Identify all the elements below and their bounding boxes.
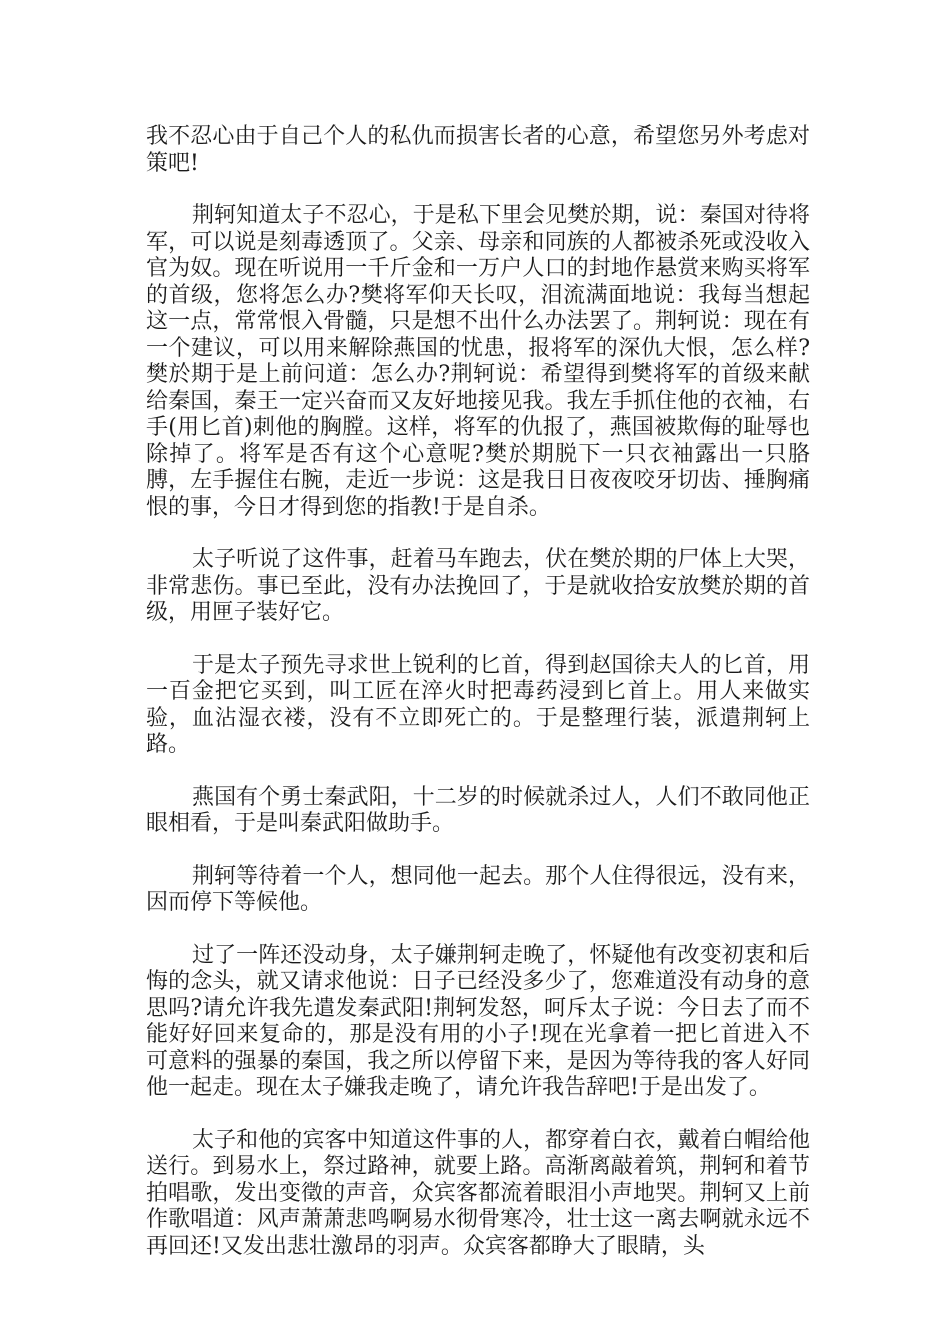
paragraph-3: 太子听说了这件事，赶着马车跑去，伏在樊於期的尸体上大哭，非常悲伤。事已至此，没有办法挽回了，于是就收拾安放樊於期的首级，用匣子装好它。 bbox=[146, 547, 810, 625]
paragraph-4: 于是太子预先寻求世上锐利的匕首，得到赵国徐夫人的匕首，用一百金把它买到，叫工匠在淬火时把毒药浸到匕首上。用人来做实验，血沾湿衣褛，没有不立即死亡的。于是整理行装，派遣荆轲上路。 bbox=[146, 652, 810, 757]
paragraph-8: 太子和他的宾客中知道这件事的人，都穿着白衣，戴着白帽给他送行。到易水上，祭过路神，就要上路。高渐离敲着筑，荆轲和着节拍唱歌，发出变徵的声音，众宾客都流着眼泪小声地哭。荆轲又上前作歌唱道：风声萧萧悲鸣啊易水彻骨寒冷，壮士这一离去啊就永远不再回还!又发出悲壮激昂的羽声。众宾客都睁大了眼睛，头 bbox=[146, 1127, 810, 1259]
paragraph-1: 我不忍心由于自己个人的私仇而损害长者的心意，希望您另外考虑对策吧! bbox=[146, 124, 810, 176]
paragraph-7: 过了一阵还没动身，太子嫌荆轲走晚了，怀疑他有改变初衷和后悔的念头，就又请求他说：日子已经没多少了，您难道没有动身的意思吗?请允许我先遣发秦武阳!荆轲发怒，呵斥太子说：今日去了而不能好好回来复命的，那是没有用的小子!现在光拿着一把匕首进入不可意料的强暴的秦国，我之所以停留下来，是因为等待我的客人好同他一起走。现在太子嫌我走晚了，请允许我告辞吧!于是出发了。 bbox=[146, 942, 810, 1100]
paragraph-2: 荆轲知道太子不忍心，于是私下里会见樊於期，说：秦国对待将军，可以说是刻毒透顶了。父亲、母亲和同族的人都被杀死或没收入官为奴。现在听说用一千斤金和一万户人口的封地作悬赏来购买将军的首级，您将怎么办?樊将军仰天长叹，泪流满面地说：我每当想起这一点，常常恨入骨髓，只是想不出什么办法罢了。荆轲说：现在有一个建议，可以用来解除燕国的忧患，报将军的深仇大恨，怎么样?樊於期于是上前问道：怎么办?荆轲说：希望得到樊将军的首级来献给秦国，秦王一定兴奋而又友好地接见我。我左手抓住他的衣袖，右手(用匕首)刺他的胸膛。这样，将军的仇报了，燕国被欺侮的耻辱也除掉了。将军是否有这个心意呢?樊於期脱下一只衣袖露出一只胳膊，左手握住右腕，走近一步说：这是我日日夜夜咬牙切齿、捶胸痛恨的事，今日才得到您的指教!于是自杀。 bbox=[146, 203, 810, 520]
document-body bbox=[146, 124, 810, 1286]
paragraph-6: 荆轲等待着一个人，想同他一起去。那个人住得很远，没有来，因而停下等候他。 bbox=[146, 863, 810, 915]
paragraph-5: 燕国有个勇士秦武阳，十二岁的时候就杀过人，人们不敢同他正眼相看，于是叫秦武阳做助手。 bbox=[146, 784, 810, 836]
